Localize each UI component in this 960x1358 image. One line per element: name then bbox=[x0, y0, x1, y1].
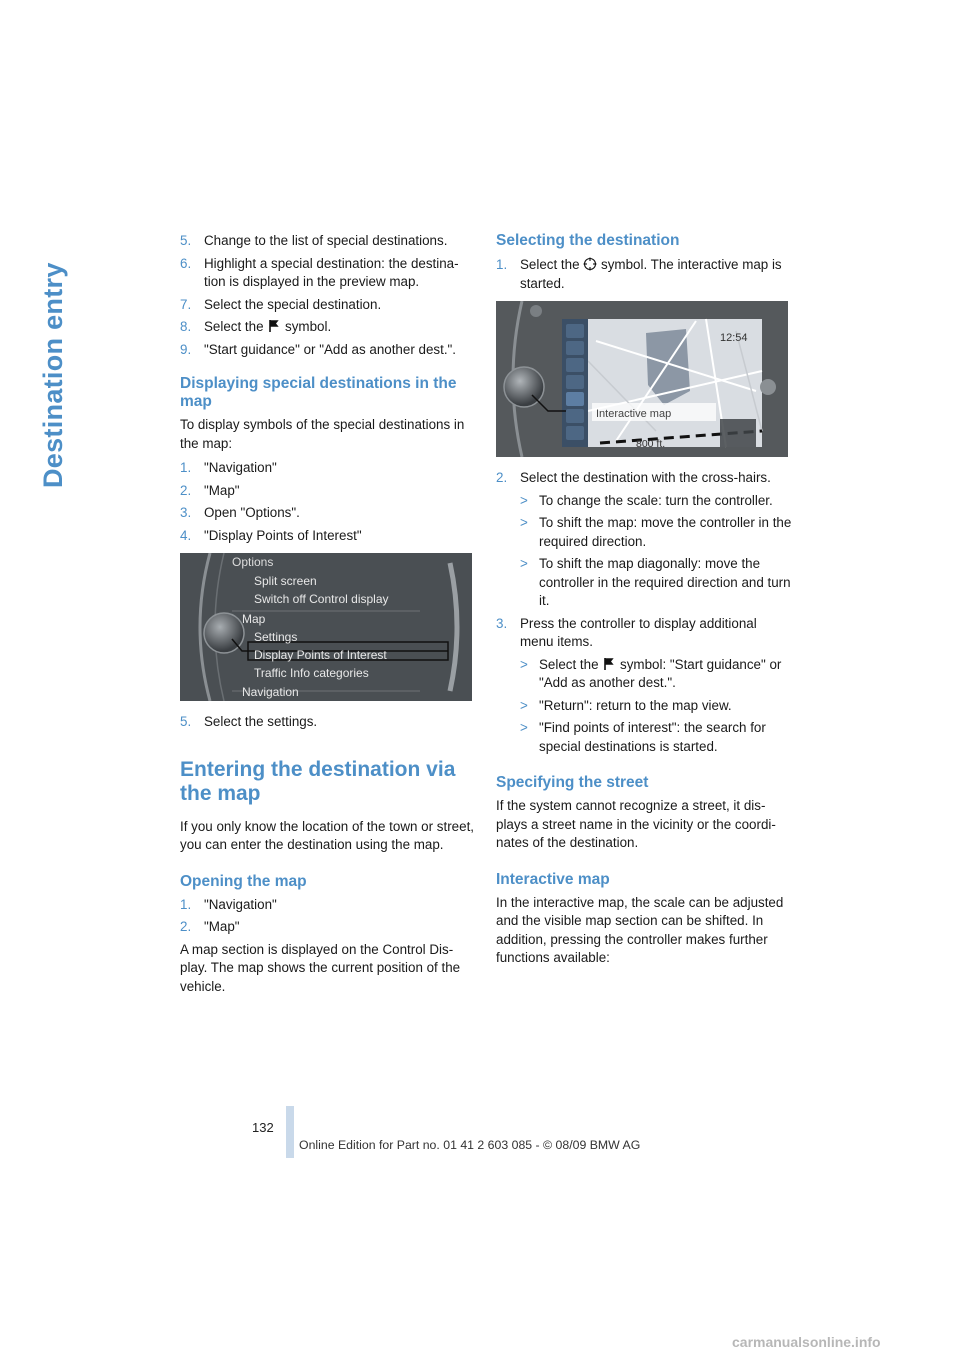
heading-display-poi: Displaying special destinations in the map bbox=[180, 375, 457, 410]
poi-intro: To display symbols of the special destinations in the map: bbox=[180, 417, 465, 451]
step-number: 5. bbox=[180, 714, 192, 729]
open-map-description: A map section is displayed on the Control Dis-play. The map shows the current position of the vehicle. bbox=[180, 941, 461, 994]
step-item bbox=[180, 255, 474, 292]
step-item bbox=[180, 232, 474, 251]
menu-item-display-poi: Display Points of Interest bbox=[254, 648, 387, 662]
sub-item bbox=[496, 514, 792, 551]
step-number: 2. bbox=[180, 482, 192, 498]
heading-interactive-map: Interactive map bbox=[496, 870, 610, 888]
step-text: Select the special destination. bbox=[204, 296, 382, 312]
interactive-map-text: In the interactive map, the scale can be adjusted and the visible map section can be shifted. In addition, pressing the controller makes further functions available: bbox=[496, 894, 784, 965]
step-number: 1. bbox=[180, 460, 192, 475]
step-text-end: symbol. bbox=[285, 319, 332, 334]
heading-opening-map: Opening the map bbox=[180, 872, 307, 890]
heading-enter-via-map: Entering the destination via the map bbox=[180, 757, 456, 805]
heading-specifying-street: Specifying the street bbox=[496, 774, 649, 791]
sub-text: To shift the map: move the controller in the required direction. bbox=[539, 515, 792, 549]
step-number: 1. bbox=[496, 257, 508, 272]
step-item bbox=[496, 615, 792, 652]
step-number: 7. bbox=[180, 296, 192, 312]
right-column bbox=[496, 232, 792, 974]
destination-flag-icon bbox=[267, 319, 281, 333]
step-text: Press the controller to display additional menu items. bbox=[520, 615, 757, 649]
menu-item-settings: Settings bbox=[254, 630, 298, 644]
step-text: Change to the list of special destinations. bbox=[204, 233, 448, 248]
street-text: If the system cannot recognize a street, it dis-plays a street name in the vicinity or the coordi-nates of the destination. bbox=[496, 798, 776, 850]
sub-text-end: symbol: "Start guidance" or "Add as another dest.". bbox=[539, 656, 782, 690]
sub-item bbox=[496, 492, 792, 511]
step-number: 3. bbox=[496, 615, 508, 631]
sub-item bbox=[496, 656, 792, 693]
chapter-title-text: Destination entry bbox=[38, 262, 68, 488]
step-item bbox=[180, 527, 474, 546]
step-text: Open "Options". bbox=[204, 505, 300, 520]
page-number: 132 bbox=[252, 1120, 274, 1135]
map-intro: If you only know the location of the town or street, you can enter the destination using the map. bbox=[180, 818, 475, 852]
step-text: Select the bbox=[520, 257, 580, 272]
bullet-arrow: > bbox=[520, 656, 528, 672]
bullet-arrow: > bbox=[520, 556, 528, 571]
sub-text: To shift the map diagonally: move the controller in the required direction and turn it. bbox=[539, 556, 791, 608]
step-item bbox=[180, 896, 474, 915]
bullet-arrow: > bbox=[520, 720, 528, 735]
step-number: 3. bbox=[180, 505, 192, 520]
sub-text: To change the scale: turn the controller. bbox=[539, 492, 773, 508]
step-item bbox=[180, 341, 474, 360]
heading-selecting-destination: Selecting the destination bbox=[496, 232, 680, 249]
map-scale: 800 ft. bbox=[636, 438, 666, 450]
step-number: 2. bbox=[180, 919, 192, 934]
sub-text: "Find points of interest": the search for special destinations is started. bbox=[539, 720, 766, 754]
step-item bbox=[496, 256, 792, 293]
sub-text: "Return": return to the map view. bbox=[539, 697, 732, 713]
bullet-arrow: > bbox=[520, 697, 528, 713]
left-column bbox=[180, 232, 474, 1002]
map-clock: 12:54 bbox=[720, 332, 748, 344]
step-number: 5. bbox=[180, 233, 192, 248]
step-number: 8. bbox=[180, 319, 192, 334]
step-text: "Navigation" bbox=[204, 896, 277, 912]
chapter-side-title bbox=[8, 228, 68, 488]
step-item bbox=[180, 504, 474, 523]
step-number: 4. bbox=[180, 527, 192, 543]
menu-item-map: Map bbox=[242, 612, 266, 626]
step-number: 6. bbox=[180, 255, 192, 271]
step-text-end: symbol. The interactive map is started. bbox=[520, 257, 782, 291]
menu-item-traffic-info: Traffic Info categories bbox=[254, 666, 369, 680]
step-number: 9. bbox=[180, 341, 192, 357]
step-number: 1. bbox=[180, 896, 192, 912]
step-item bbox=[180, 318, 474, 337]
options-title: Options bbox=[232, 555, 274, 569]
bullet-arrow: > bbox=[520, 515, 528, 530]
bullet-arrow: > bbox=[520, 492, 528, 508]
footer-accent-bar bbox=[286, 1106, 294, 1158]
step-text: "Map" bbox=[204, 482, 240, 498]
step-number: 2. bbox=[496, 470, 508, 485]
step-text: Select the bbox=[204, 319, 264, 334]
step-item bbox=[180, 482, 474, 501]
step-text: Select the destination with the cross-hairs. bbox=[520, 470, 771, 485]
menu-item-navigation: Navigation bbox=[242, 685, 299, 699]
edition-note: Online Edition for Part no. 01 41 2 603 085 - © 08/09 BMW AG bbox=[299, 1138, 641, 1152]
watermark: carmanualsonline.info bbox=[732, 1334, 881, 1350]
step-item bbox=[180, 459, 474, 478]
interactive-map-graphic bbox=[496, 301, 788, 457]
step-item bbox=[180, 296, 474, 315]
menu-item-switch-off: Switch off Control display bbox=[254, 592, 389, 606]
step-text: "Start guidance" or "Add as another dest.". bbox=[204, 341, 457, 357]
step-text: "Navigation" bbox=[204, 460, 277, 475]
destination-flag-icon bbox=[602, 657, 616, 671]
sub-item bbox=[496, 719, 792, 756]
step-text: "Display Points of Interest" bbox=[204, 527, 362, 543]
step-text: Select the settings. bbox=[204, 714, 318, 729]
options-screen-figure bbox=[180, 553, 472, 701]
crosshairs-icon bbox=[583, 257, 597, 271]
step-item bbox=[180, 918, 474, 937]
sub-text: Select the bbox=[539, 656, 599, 672]
map-mode-label: Interactive map bbox=[596, 408, 672, 420]
step-text: Highlight a special destination: the destina-tion is displayed in the preview map. bbox=[204, 255, 459, 289]
interactive-map-figure bbox=[496, 301, 788, 457]
sub-item bbox=[496, 555, 792, 611]
step-text: "Map" bbox=[204, 919, 240, 934]
step-item bbox=[496, 469, 792, 488]
sub-item bbox=[496, 697, 792, 716]
step-item bbox=[180, 713, 474, 732]
menu-item-split-screen: Split screen bbox=[254, 574, 317, 588]
